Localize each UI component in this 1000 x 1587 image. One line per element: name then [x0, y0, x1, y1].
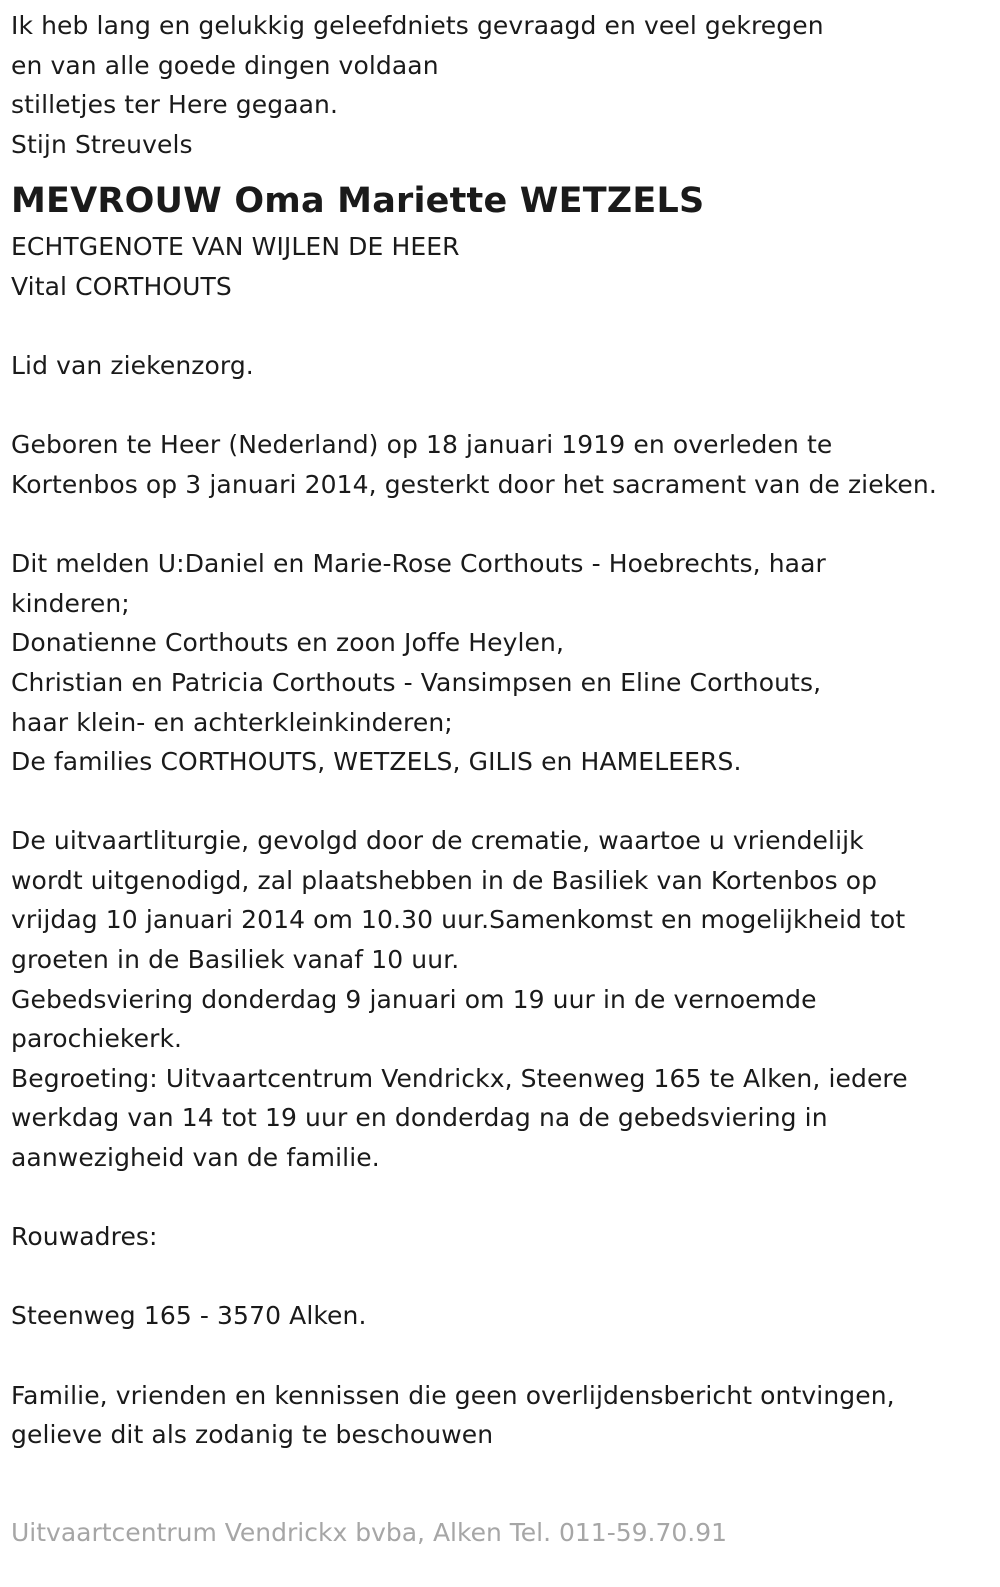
announcer-line: kinderen;: [11, 588, 130, 618]
obituary-notice: [11, 6, 986, 1455]
address-label: Rouwadres:: [11, 1222, 158, 1252]
quote-line: Ik heb lang en gelukkig geleefdniets gevraagd en veel gekregen: [11, 11, 824, 40]
birth-death-block: [11, 425, 986, 504]
funeral-line: wordt uitgenodigd, zal plaatshebben in de Basiliek van Kortenbos op: [11, 865, 878, 895]
announcer-line: Christian en Patricia Corthouts - Vansimpsen en Eline Corthouts,: [11, 667, 822, 697]
spacer: [11, 1257, 986, 1297]
spacer: [11, 307, 986, 347]
funeral-line: Gebedsviering donderdag 9 januari om 19 uur in de vernoemde: [11, 984, 817, 1014]
spacer: [11, 386, 986, 426]
funeral-line: groeten in de Basiliek vanaf 10 uur.: [11, 945, 460, 975]
funeral-line: vrijdag 10 januari 2014 om 10.30 uur.Samenkomst en mogelijkheid tot: [11, 905, 906, 935]
quote-author: Stijn Streuvels: [11, 129, 193, 159]
spouse-label: ECHTGENOTE VAN WIJLEN DE HEER: [11, 232, 460, 262]
funeral-line: aanwezigheid van de familie.: [11, 1143, 380, 1173]
quote-block: [11, 6, 986, 164]
closing-line: Familie, vrienden en kennissen die geen overlijdensbericht ontvingen,: [11, 1380, 895, 1410]
funeral-line: Begroeting: Uitvaartcentrum Vendrickx, Steenweg 165 te Alken, iedere: [11, 1063, 908, 1093]
spacer: [11, 1336, 986, 1376]
announcers-block: [11, 544, 986, 782]
funeral-line: parochiekerk.: [11, 1024, 183, 1054]
spouse-name: Vital CORTHOUTS: [11, 271, 232, 301]
birth-death-line: Geboren te Heer (Nederland) op 18 januari 1919 en overleden te: [11, 430, 833, 460]
membership: Lid van ziekenzorg.: [11, 351, 254, 381]
spacer: [11, 782, 986, 822]
funeral-block: [11, 821, 986, 1177]
spacer: [11, 505, 986, 545]
announcer-line: De families CORTHOUTS, WETZELS, GILIS en HAMELEERS.: [11, 747, 742, 777]
funeral-line: werkdag van 14 tot 19 uur en donderdag na de gebedsviering in: [11, 1103, 828, 1133]
quote-line: en van alle goede dingen voldaan: [11, 50, 439, 80]
birth-death-line: Kortenbos op 3 januari 2014, gesterkt door het sacrament van de zieken.: [11, 469, 937, 499]
funeral-line: De uitvaartliturgie, gevolgd door de crematie, waartoe u vriendelijk: [11, 826, 864, 856]
spacer: [11, 1178, 986, 1218]
announcer-line: Dit melden U:Daniel en Marie-Rose Corthouts - Hoebrechts, haar: [11, 549, 826, 579]
announcer-line: Donatienne Corthouts en zoon Joffe Heylen,: [11, 628, 565, 658]
address-value: Steenweg 165 - 3570 Alken.: [11, 1301, 367, 1331]
quote-line: stilletjes ter Here gegaan.: [11, 90, 339, 120]
announcer-line: haar klein- en achterkleinkinderen;: [11, 707, 453, 737]
closing-block: [11, 1376, 986, 1455]
deceased-name: MEVROUW Oma Mariette WETZELS: [11, 181, 705, 222]
closing-line: gelieve dit als zodanig te beschouwen: [11, 1420, 494, 1450]
footer-undertaker: Uitvaartcentrum Vendrickx bvba, Alken Tel. 011-59.70.91: [11, 1518, 728, 1547]
